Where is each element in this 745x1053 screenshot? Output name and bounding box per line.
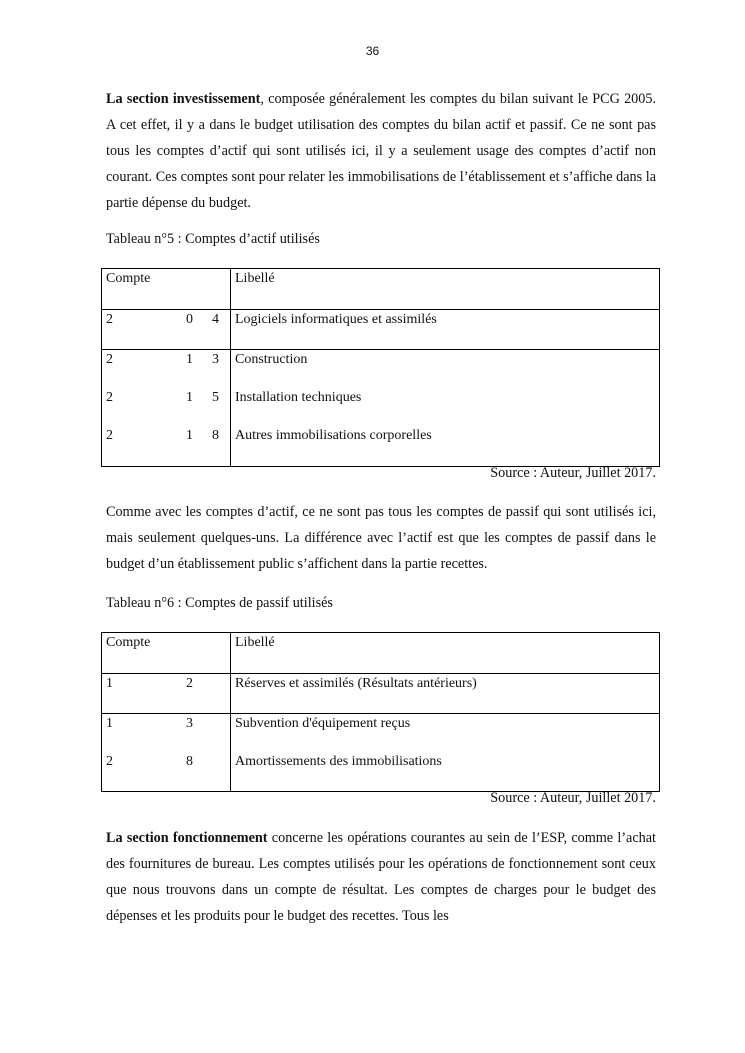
paragraph-fonctionnement-text: concerne les opérations courantes au sein de l’ESP, comme l’achat des fournitures de bureau. Les comptes utilisés pour les opérations de fonctionnement sont ceux que nous trouvons dans un compte de résultat. Les comptes de charges pour le budget des dépenses et les produits pour le budget des recettes. Tous les bbox=[106, 830, 656, 924]
section-title-fonctionnement: La section fonctionnement bbox=[106, 830, 268, 846]
table-comptes-actif bbox=[101, 268, 660, 467]
paragraph-fonctionnement bbox=[106, 825, 656, 929]
paragraph-passif: Comme avec les comptes d’actif, ce ne sont pas tous les comptes de passif qui sont utilisés ici, mais seulement quelques-uns. La différence avec l’actif est que les comptes de passif dans le budget d’un établissement public s’affichent dans la partie recettes. bbox=[106, 504, 656, 572]
page-number: 36 bbox=[365, 44, 380, 58]
header-compte: Compte bbox=[102, 269, 231, 310]
compte-cell: 2 1 3 2 1 5 2 1 8 bbox=[102, 350, 231, 467]
table-header-row bbox=[102, 269, 660, 310]
table5-caption: Tableau n°5 : Comptes d’actif utilisés bbox=[106, 231, 320, 247]
header-compte: Compte bbox=[102, 633, 231, 674]
section-title-investissement: La section investissement bbox=[106, 91, 261, 107]
table-row bbox=[102, 714, 660, 792]
compte-cell: 1 3 2 8 bbox=[102, 714, 231, 792]
libelle-cell: Subvention d'équipement reçus Amortissements des immobilisations bbox=[231, 714, 660, 792]
header-libelle: Libellé bbox=[231, 269, 660, 310]
libelle-cell: Réserves et assimilés (Résultats antérieurs) bbox=[231, 674, 660, 714]
table-row bbox=[102, 674, 660, 714]
libelle-cell: Logiciels informatiques et assimilés bbox=[231, 310, 660, 350]
table-row bbox=[102, 310, 660, 350]
table-header-row bbox=[102, 633, 660, 674]
paragraph-investissement bbox=[106, 86, 656, 216]
table-comptes-passif bbox=[101, 632, 660, 792]
compte-cell: 1 2 bbox=[102, 674, 231, 714]
table-row bbox=[102, 350, 660, 467]
paragraph-investissement-text: , composée généralement les comptes du bilan suivant le PCG 2005. A cet effet, il y a dans le budget utilisation des comptes du bilan actif et passif. Ce ne sont pas tous les comptes d’actif qui sont utilisés ici, il y a seulement usage des comptes d’actif non courant. Ces comptes sont pour relater les immobilisations de l’établissement et s’affiche dans la partie dépense du budget. bbox=[106, 91, 656, 211]
table5-source: Source : Auteur, Juillet 2017. bbox=[490, 465, 656, 481]
libelle-cell: Construction Installation techniques Autres immobilisations corporelles bbox=[231, 350, 660, 467]
table6-source: Source : Auteur, Juillet 2017. bbox=[490, 790, 656, 806]
compte-cell: 2 0 4 bbox=[102, 310, 231, 350]
table6-caption: Tableau n°6 : Comptes de passif utilisés bbox=[106, 595, 333, 611]
header-libelle: Libellé bbox=[231, 633, 660, 674]
